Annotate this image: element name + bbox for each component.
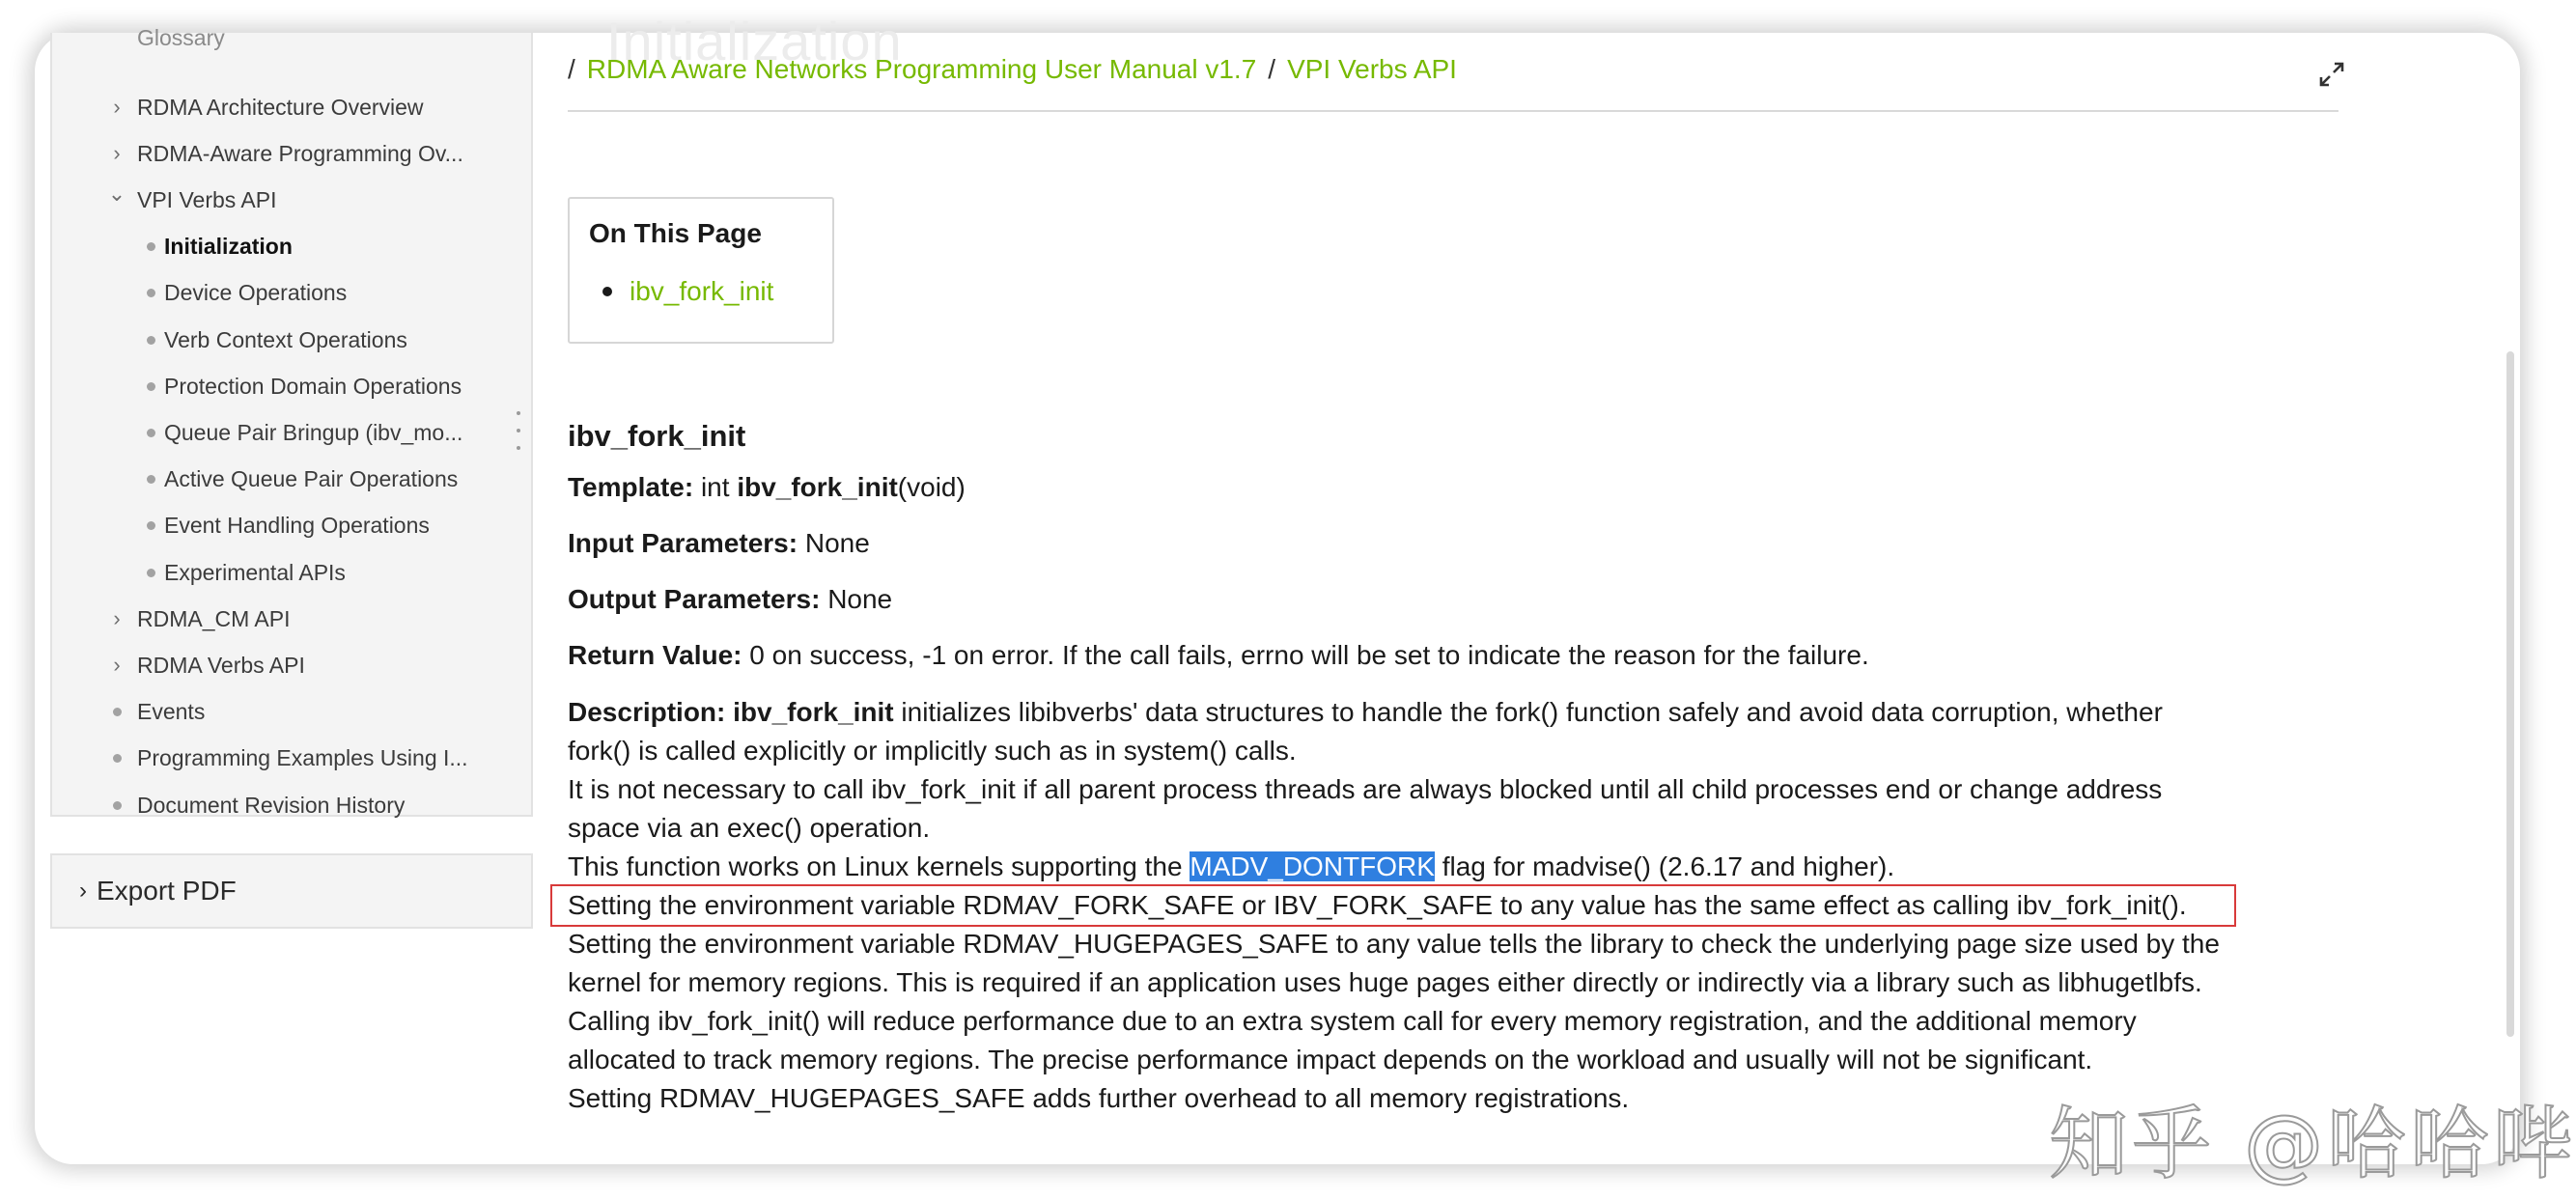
return-value-text: 0 on success, -1 on error. If the call fails, errno will be set to indicate the reason for the failure. [749, 640, 1869, 670]
browser-window [35, 11, 2576, 1190]
breadcrumb-separator: / [568, 54, 575, 84]
description-line: It is not necessary to call ibv_fork_init if all parent process threads are always blocked until all child processes end or change address [568, 774, 2163, 804]
annotation-red-box [550, 884, 2236, 927]
toc-title: On This Page [589, 218, 762, 248]
sidebar-item-experimental-apis[interactable] [52, 550, 531, 595]
description-line [568, 848, 2383, 886]
sidebar-item-label: Event Handling Operations [164, 513, 430, 539]
section-heading: ibv_fork_init [568, 419, 746, 453]
sidebar-item-initialization[interactable] [52, 225, 531, 269]
on-this-page-box [568, 197, 834, 344]
sidebar-item-protection-domain-operations[interactable] [52, 364, 531, 408]
bullet-icon [106, 754, 127, 763]
sidebar-item-label: Events [137, 699, 206, 725]
bullet-icon [141, 336, 160, 345]
bullet-icon [141, 242, 160, 251]
toc-link-ibv-fork-init[interactable] [630, 276, 773, 307]
expand-icon[interactable] [2315, 58, 2348, 91]
page-title-faded: Initialization [606, 11, 903, 71]
sidebar-item-label: Active Queue Pair Operations [164, 466, 459, 492]
sidebar-item-programming-examples-using-i[interactable] [52, 737, 531, 781]
breadcrumb-link-manual[interactable]: RDMA Aware Networks Programming User Manual v1.7 [586, 54, 1257, 84]
sidebar-item-label: Verb Context Operations [164, 326, 407, 352]
output-params-field [568, 572, 2383, 627]
description-line [568, 693, 2383, 732]
sidebar-item-document-revision-history[interactable] [52, 783, 531, 827]
selected-text-highlight[interactable]: MADV_DONTFORK [1190, 851, 1435, 881]
sidebar-item-rdma-architecture-overview[interactable] [52, 85, 531, 129]
sidebar-item-queue-pair-bringup-ibv-mo[interactable] [52, 410, 531, 455]
bullet-icon [106, 708, 127, 716]
return-value-field [568, 627, 2383, 683]
chevron-right-icon: › [113, 95, 121, 119]
template-function: ibv_fork_init [737, 472, 898, 502]
sidebar-item-rdma-cm-api[interactable] [52, 597, 531, 641]
chevron-right-icon: › [79, 878, 87, 904]
description-text: This function works on Linux kernels supporting the [568, 851, 1183, 881]
sidebar-item-label: RDMA_CM API [137, 605, 291, 631]
watermark-text: 知乎 @哈哈哔 [2049, 1099, 2576, 1190]
description-line: Setting the environment variable RDMAV_HUGEPAGES_SAFE to any value tells the library to check the underlying page size used by the [568, 929, 2220, 959]
template-field [568, 460, 2383, 516]
sidebar-nav [50, 24, 533, 818]
description-function: ibv_fork_init [733, 697, 894, 727]
sidebar-item-verb-context-operations[interactable] [52, 318, 531, 362]
template-prefix: int [700, 472, 730, 502]
bullet-icon [141, 289, 160, 297]
bullet-icon [602, 287, 612, 296]
description-line: allocated to track memory regions. The precise performance impact depends on the workload and usually will not be significant. [568, 1045, 2093, 1074]
chevron-right-icon: › [113, 653, 121, 678]
breadcrumb-separator: / [1268, 54, 1276, 84]
description-text: flag for madvise() (2.6.17 and higher). [1442, 851, 1895, 881]
sidebar-item-label: RDMA Verbs API [137, 652, 305, 678]
bullet-icon [141, 382, 160, 391]
sidebar-item-label: Queue Pair Bringup (ibv_mo... [164, 419, 463, 445]
bullet-icon [141, 521, 160, 530]
header-divider [568, 110, 2338, 112]
bullet-icon [141, 569, 160, 577]
input-params-value: None [804, 528, 870, 558]
input-params-label: Input Parameters: [568, 528, 798, 558]
sidebar-item-rdma-aware-programming-ov[interactable] [52, 131, 531, 176]
export-pdf-button[interactable] [50, 853, 533, 929]
main-content [568, 11, 2383, 1164]
description-label: Description: [568, 697, 726, 727]
sidebar-item-label: Device Operations [164, 280, 348, 306]
chevron-right-icon: › [113, 606, 121, 631]
toc-link-label: ibv_fork_init [630, 276, 774, 306]
vertical-scrollbar[interactable] [2506, 351, 2514, 1037]
description-block [568, 693, 2383, 1118]
chevron-right-icon: › [113, 141, 121, 166]
sidebar-item-events[interactable] [52, 690, 531, 735]
template-suffix: (void) [897, 472, 966, 502]
breadcrumb-link-vpi-verbs[interactable]: VPI Verbs API [1287, 54, 1457, 84]
sidebar-item-label: VPI Verbs API [137, 186, 277, 212]
breadcrumb [568, 54, 1457, 85]
output-params-value: None [827, 584, 893, 614]
description-line: Calling ibv_fork_init() will reduce performance due to an extra system call for every memory registration, and the additional memory [568, 1006, 2137, 1036]
sidebar-item-glossary[interactable] [52, 23, 531, 52]
description-text: Setting the environment variable RDMAV_FORK_SAFE or IBV_FORK_SAFE to any value has the same effect as calling ibv_fork_init(). [568, 890, 2187, 920]
output-params-label: Output Parameters: [568, 584, 821, 614]
sidebar-item-label: RDMA-Aware Programming Ov... [137, 140, 463, 166]
sidebar-item-label: Programming Examples Using I... [137, 745, 468, 771]
sidebar-item-label: Document Revision History [137, 792, 406, 818]
sidebar-resize-handle[interactable] [514, 411, 523, 450]
sidebar-item-label: Experimental APIs [164, 559, 346, 585]
description-line: fork() is called explicitly or implicitly such as in system() calls. [568, 736, 1297, 766]
sidebar-item-label: Protection Domain Operations [164, 373, 462, 399]
chevron-down-icon: ⌄ [107, 181, 126, 207]
description-line: space via an exec() operation. [568, 813, 931, 843]
sidebar-item-label: RDMA Architecture Overview [137, 94, 424, 120]
sidebar-item-label: Glossary [137, 24, 225, 50]
return-value-label: Return Value: [568, 640, 742, 670]
template-label: Template: [568, 472, 694, 502]
bullet-icon [106, 801, 127, 810]
description-line: kernel for memory regions. This is required if an application uses huge pages either directly or indirectly via a library such as libhugetlbfs. [568, 967, 2202, 997]
bullet-icon [141, 429, 160, 437]
section-body [568, 411, 2383, 1118]
sidebar-item-event-handling-operations[interactable] [52, 504, 531, 548]
description-text: initializes libibverbs' data structures to handle the fork() function safely and avoid data corruption, whether [901, 697, 2163, 727]
sidebar-item-rdma-verbs-api[interactable] [52, 643, 531, 687]
description-line: Setting RDMAV_HUGEPAGES_SAFE adds further overhead to all memory registrations. [568, 1083, 1630, 1113]
sidebar-item-vpi-verbs-api[interactable] [52, 178, 531, 222]
description-line-annotated [568, 886, 2383, 925]
sidebar-item-label: Initialization [164, 234, 293, 260]
bullet-icon [141, 475, 160, 484]
export-pdf-label: Export PDF [97, 876, 237, 906]
sidebar-item-device-operations[interactable] [52, 271, 531, 316]
input-params-field [568, 516, 2383, 572]
sidebar-item-active-queue-pair-operations[interactable] [52, 458, 531, 502]
